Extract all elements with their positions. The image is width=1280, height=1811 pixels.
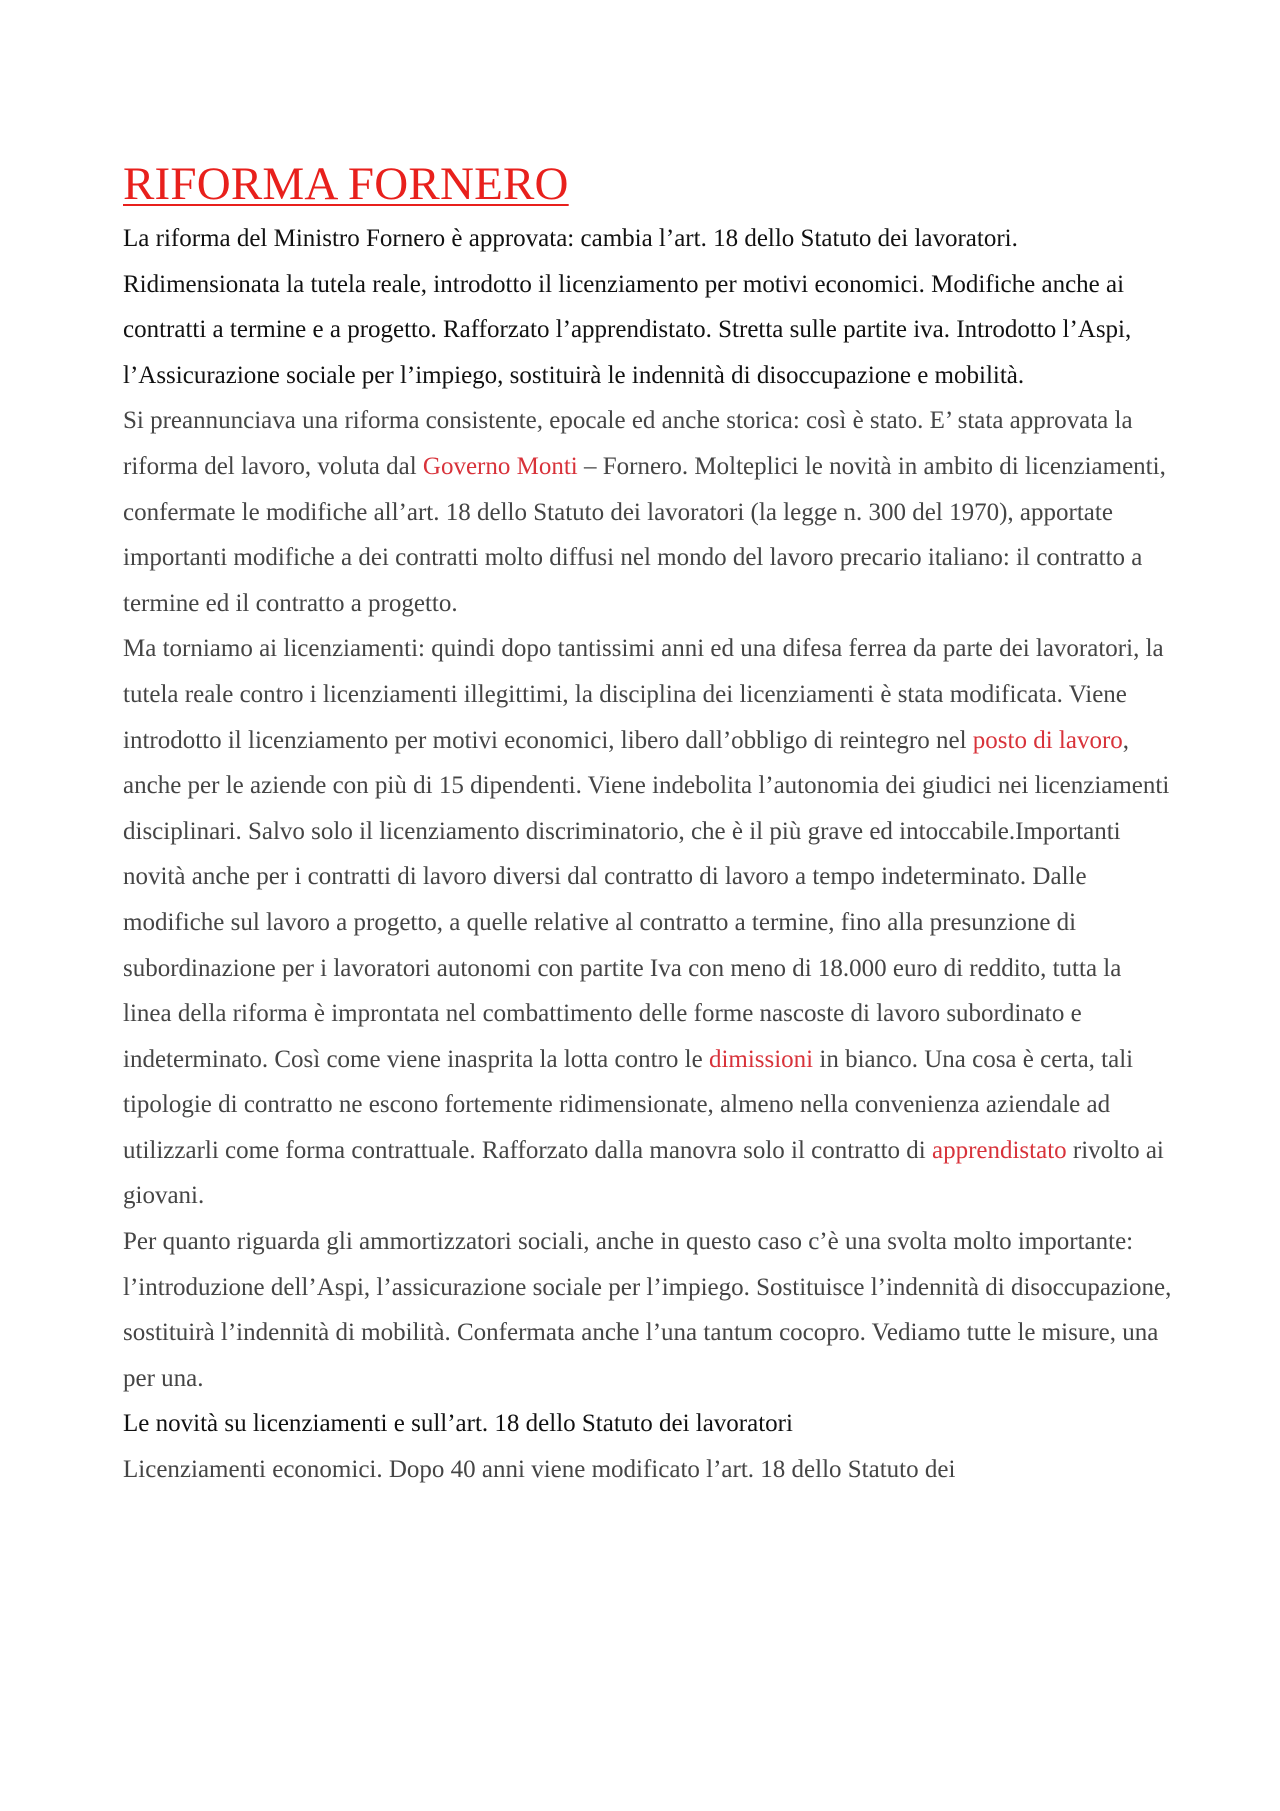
- body-paragraph-3: Per quanto riguarda gli ammortizzatori sociali, anche in questo caso c’è una svolta molto importante: l’introduzione dell’Aspi, l’assicurazione sociale per l’impiego. Sostituisce l’indennità di disoccupazione, sostituirà l’indennità di mobilità. Confermata anche l’una tantum cocopro. Vediamo tutte le misure, una per una.: [123, 1228, 1172, 1392]
- body-paragraph-2: [123, 626, 1173, 1219]
- paragraph-text: Ma torniamo ai licenziamenti: quindi dopo tantissimi anni ed una difesa ferrea da parte dei lavoratori, la tutela reale contro i licenziamenti illegittimi, la disciplina dei licenziamenti è stata modificata. Viene introdotto il licenziamento per motivi economici, libero dall’obbligo di reintegro nel: [123, 635, 1164, 754]
- paragraph-text: in bianco. Una cosa è certa, tali tipologie di contratto ne escono fortemente ridimensionate, almeno nella convenienza aziendale ad utilizzarli come forma contrattuale. Rafforzato dalla manovra solo il contratto di: [123, 1045, 1134, 1164]
- document-title: RIFORMA FORNERO: [123, 158, 569, 210]
- section-subheading: Le novità su licenziamenti e sull’art. 18 dello Statuto dei lavoratori: [123, 1410, 793, 1438]
- document-content: [123, 156, 1173, 1493]
- governo-monti-link[interactable]: Governo Monti: [422, 452, 578, 480]
- dimissioni-link[interactable]: dimissioni: [708, 1045, 814, 1073]
- paragraph-text: – Fornero. Molteplici le novità in ambito di licenziamenti, confermate le modifiche all’art. 18 dello Statuto dei lavoratori (la legge n. 300 del 1970), apportate importanti modifiche a dei contratti molto diffusi nel mondo del lavoro precario italiano: il contratto a termine ed il contratto a progetto.: [123, 452, 1166, 617]
- body-paragraph-1: [123, 398, 1173, 626]
- posto-di-lavoro-link[interactable]: posto di lavoro: [972, 726, 1123, 754]
- paragraph-text: rivolto ai giovani.: [123, 1136, 1164, 1210]
- paragraph-text: Si preannunciava una riforma consistente, epocale ed anche storica: così è stato. E’ stata approvata la riforma del lavoro, voluta dal: [123, 407, 1133, 480]
- apprendistato-link[interactable]: apprendistato: [931, 1136, 1067, 1164]
- lead-paragraph: La riforma del Ministro Fornero è approvata: cambia l’art. 18 dello Statuto dei lavoratori. Ridimensionata la tutela reale, introdotto il licenziamento per motivi economici. Modifiche anche ai contratti a termine e a progetto. Rafforzato l’apprendistato. Stretta sulle partite iva. Introdotto l’Aspi, l’Assicurazione sociale per l’impiego, sostituirà le indennità di disoccupazione e mobilità.: [123, 225, 1132, 389]
- body-paragraph-4: Licenziamenti economici. Dopo 40 anni viene modificato l’art. 18 dello Statuto dei: [123, 1456, 956, 1484]
- paragraph-text: , anche per le aziende con più di 15 dipendenti. Viene indebolita l’autonomia dei giudici nei licenziamenti disciplinari. Salvo solo il licenziamento discriminatorio, che è il più grave ed intoccabile.Importanti novità anche per i contratti di lavoro diversi dal contratto di lavoro a tempo indeterminato. Dalle modifiche sul lavoro a progetto, a quelle relative al contratto a termine, fino alla presunzione di subordinazione per i lavoratori autonomi con partite Iva con meno di 18.000 euro di reddito, tutta la linea della riforma è improntata nel combattimento delle forme nascoste di lavoro subordinato e indeterminato. Così come viene inasprita la lotta contro le: [123, 726, 1170, 1073]
